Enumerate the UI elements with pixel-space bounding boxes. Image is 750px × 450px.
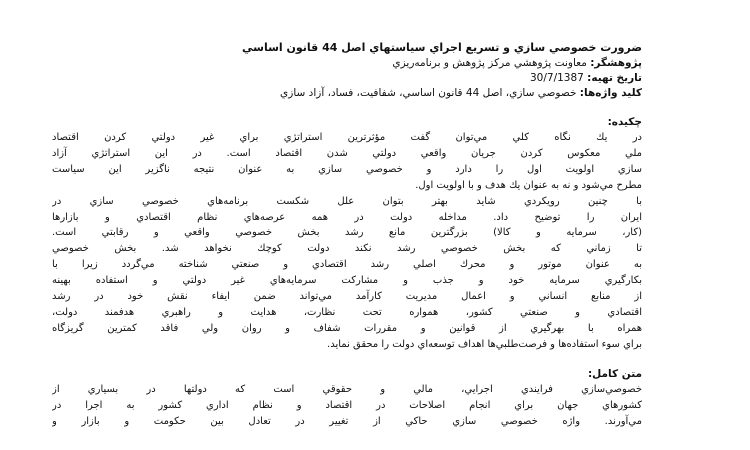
text-line: ايران را توضيح داد. مداخله دولت در همه عرصه‌هاي نظام اقتصادي و بازارها <box>52 211 642 223</box>
text-line: به عنوان موتور و محرك اصلي رشد اقتصادي و صنعتي شناخته مي‌گردد زيرا با <box>52 259 642 271</box>
text-line: كشورهاي جهان براي انجام اصلاحات در اقتصاد و نظام اداري كشور به اجرا در <box>52 399 642 411</box>
full-text-heading: متن كامل: <box>587 367 642 380</box>
text-line: در يك نگاه كلي مي‌توان گفت مؤثرترين استراتژي براي غير دولتي كردن اقتصاد <box>52 132 642 143</box>
prepared-date-label: تاريخ تهيه: <box>587 72 642 84</box>
researcher-line <box>52 56 642 71</box>
text-line: خصوصي‌سازي فرايندي اجرايي، مالي و حقوقي است كه دولتها در بسياري از <box>52 383 642 395</box>
text-line: با چنين رويكردي شايد بهتر بتوان علل شكست برنامه‌هاي خصوصي سازي در <box>52 195 642 207</box>
text-line: سازي اولويت اول را دارد و خصوصي سازي به عنوان نتيجه ناگزير اين سياست <box>52 163 642 175</box>
text-line: اقتصادي و صنعتي كشور، همواره تحت نظارت، هدايت و راهبري هدفمند دولت، <box>52 306 642 318</box>
keywords-line <box>52 86 642 101</box>
document-title: ضرورت خصوصي سازي و تسريع اجراي سياستهاي اصل 44 قانون اساسي <box>242 41 642 54</box>
keywords-value: خصوصي سازي، اصل 44 قانون اساسي، شفافيت، فساد، آزاد سازي <box>280 87 577 99</box>
abstract-paragraph-1 <box>52 130 642 194</box>
prepared-date-line <box>52 71 642 86</box>
text-line: تا زماني كه بخش خصوصي رشد نكند دولت كوچك نخواهد شد. بخش خصوصي <box>52 243 642 255</box>
text-line: از منابع انساني و اعمال مديريت كارآمد مي‌تواند ضمن ايفاء نقش خود در رشد <box>52 291 642 303</box>
text-line: مطرح مي‌شود و نه به عنوان يك هدف و با اولويت اول. <box>415 179 642 191</box>
text-line: همراه با بهرگيري از قوانين و مقررات شفاف و روان ولي فاقد كمترين گريزگاه <box>52 322 642 334</box>
text-line: ملي معكوس كردن جريان واقعي دولتي شدن اقتصاد است. در اين استراتژي آزاد <box>52 147 642 159</box>
researcher-value: معاونت پژوهشي مركز پژوهش و برنامه‌ريزي <box>392 57 587 69</box>
abstract-heading: چكيده: <box>607 116 642 128</box>
abstract-paragraph-2 <box>52 194 642 353</box>
text-line: مي‌آورند. واژه خصوصي سازي حاكي از تغيير در تعادل بين حكومت و بازار و <box>52 415 642 427</box>
document-body <box>52 40 642 429</box>
text-line: (كار، سرمايه و كالا) بزرگترين مانع رشد بخش خصوصي واقعي و رقابتي است. <box>52 227 642 239</box>
prepared-date-value: 30/7/1387 <box>529 72 584 84</box>
keywords-label: كليد واژه‌ها: <box>579 87 642 99</box>
text-line: براي سوء استفاده‌ها و فرصت‌طلبي‌ها اهداف توسعه‌اي دولت را محقق نمايد. <box>327 338 642 350</box>
text-line: بكارگيري سرمايه خود و جذب و مشاركت سرمايه‌هاي غير دولتي و استفاده بهينه <box>52 275 642 287</box>
full-text-paragraph <box>52 382 642 430</box>
researcher-label: پژوهشگر: <box>590 57 642 69</box>
